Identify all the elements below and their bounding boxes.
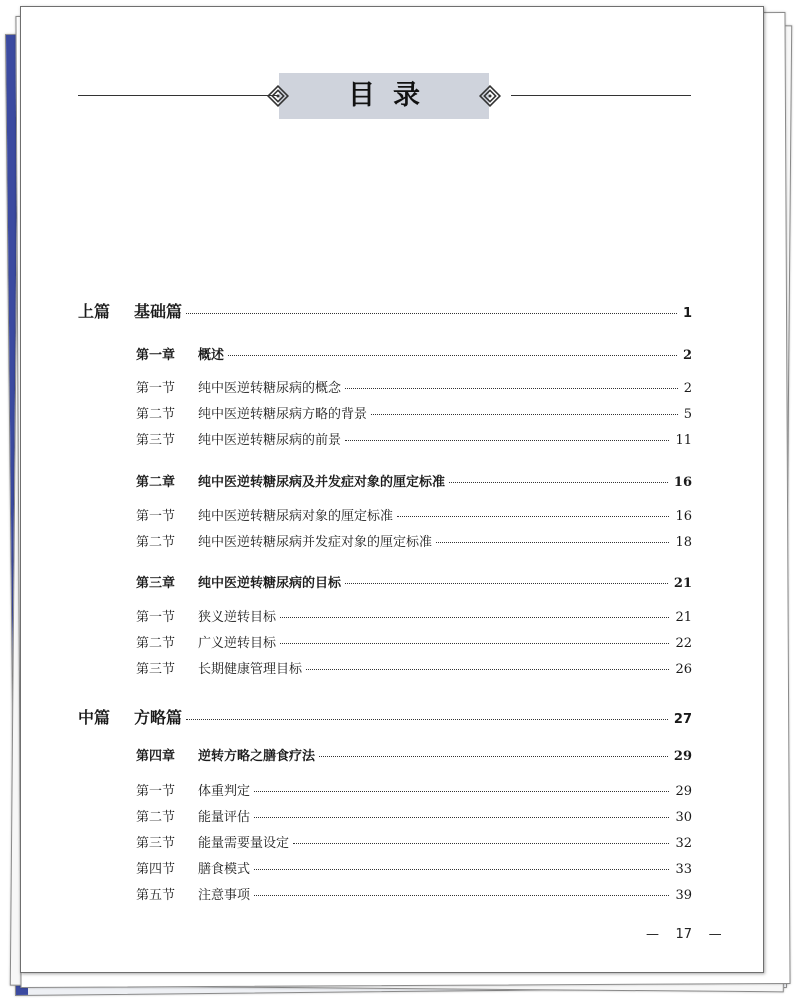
dot-leader <box>228 355 677 356</box>
page-title: 目录 <box>348 80 438 111</box>
toc-section[interactable] <box>136 884 692 903</box>
page-number: 16 <box>675 509 692 524</box>
toc-chapter[interactable] <box>136 344 692 363</box>
page-number: 5 <box>683 407 692 422</box>
section-title: 狭义逆转目标 <box>198 610 277 625</box>
dot-leader <box>280 643 669 644</box>
part-title: 方略篇 <box>134 708 183 727</box>
toc-chapter[interactable] <box>136 572 692 591</box>
toc-section[interactable] <box>136 780 692 799</box>
part-title: 基础篇 <box>134 302 183 321</box>
toc-section[interactable] <box>136 632 692 651</box>
dot-leader <box>186 313 677 314</box>
section-title: 广义逆转目标 <box>198 636 277 651</box>
section-label: 第四节 <box>136 862 176 877</box>
section-label: 第三节 <box>136 836 176 851</box>
toc-section[interactable] <box>136 403 692 422</box>
section-title: 纯中医逆转糖尿病的前景 <box>198 433 342 448</box>
page-number: 29 <box>673 749 692 764</box>
section-title: 膳食模式 <box>198 862 251 877</box>
section-label: 第三节 <box>136 433 176 448</box>
dot-leader <box>306 669 669 670</box>
page-number: 2 <box>683 381 692 396</box>
page-number: 18 <box>675 535 692 550</box>
page-number: 26 <box>675 662 692 677</box>
chapter-title: 概述 <box>198 348 225 363</box>
section-label: 第一节 <box>136 381 176 396</box>
page-number: 22 <box>675 636 692 651</box>
toc-section[interactable] <box>136 806 692 825</box>
dot-leader <box>254 817 669 818</box>
toc-chapter[interactable] <box>136 745 692 764</box>
chapter-label: 第一章 <box>136 348 176 363</box>
dot-leader <box>293 843 669 844</box>
page-number: 21 <box>673 576 692 591</box>
toc-page <box>20 6 764 973</box>
part-label: 中篇 <box>78 708 111 727</box>
section-title: 能量需要量设定 <box>198 836 290 851</box>
part-label: 上篇 <box>78 302 111 321</box>
section-title: 纯中医逆转糖尿病方略的背景 <box>198 407 368 422</box>
dot-leader <box>254 895 669 896</box>
dot-leader <box>254 791 669 792</box>
dot-leader <box>186 719 668 720</box>
section-title: 体重判定 <box>198 784 251 799</box>
title-rule-left <box>78 95 278 96</box>
page-footer <box>646 927 722 942</box>
section-label: 第三节 <box>136 662 176 677</box>
page-number: 1 <box>682 306 692 321</box>
page-number: 33 <box>675 862 692 877</box>
page-number: 21 <box>675 610 692 625</box>
page-number: 30 <box>675 810 692 825</box>
page-number: 16 <box>673 475 692 490</box>
footer-page-number: 17 <box>675 927 693 942</box>
toc-chapter[interactable] <box>136 471 692 490</box>
dot-leader <box>436 542 669 543</box>
page-number: 39 <box>675 888 692 903</box>
chapter-title: 纯中医逆转糖尿病的目标 <box>198 576 342 591</box>
toc-section[interactable] <box>136 377 692 396</box>
section-label: 第二节 <box>136 636 176 651</box>
section-label: 第二节 <box>136 535 176 550</box>
dot-leader <box>254 869 669 870</box>
section-title: 注意事项 <box>198 888 251 903</box>
toc-section[interactable] <box>136 858 692 877</box>
page-number: 2 <box>682 348 692 363</box>
section-label: 第一节 <box>136 509 176 524</box>
section-label: 第五节 <box>136 888 176 903</box>
toc-section[interactable] <box>136 606 692 625</box>
section-title: 纯中医逆转糖尿病并发症对象的厘定标准 <box>198 535 433 550</box>
page-number: 11 <box>675 433 692 448</box>
section-title: 能量评估 <box>198 810 251 825</box>
chapter-label: 第二章 <box>136 475 176 490</box>
footer-dash: — <box>646 927 659 942</box>
section-title: 纯中医逆转糖尿病的概念 <box>198 381 342 396</box>
toc-part[interactable] <box>78 299 692 322</box>
chapter-title: 纯中医逆转糖尿病及并发症对象的厘定标准 <box>198 475 446 490</box>
footer-dash: — <box>708 927 722 942</box>
chapter-label: 第四章 <box>136 749 176 764</box>
toc-section[interactable] <box>136 832 692 851</box>
dot-leader <box>345 388 678 389</box>
title-banner <box>279 73 489 119</box>
page-number: 27 <box>673 712 692 727</box>
dot-leader <box>397 516 669 517</box>
dot-leader <box>449 482 668 483</box>
dot-leader <box>345 583 668 584</box>
section-label: 第一节 <box>136 610 176 625</box>
title-rule-right <box>511 95 691 96</box>
ornament-knot-icon <box>479 85 501 107</box>
toc-part[interactable] <box>78 705 692 728</box>
section-label: 第二节 <box>136 810 176 825</box>
page-number: 29 <box>675 784 692 799</box>
toc-section[interactable] <box>136 658 692 677</box>
section-label: 第二节 <box>136 407 176 422</box>
toc-section[interactable] <box>136 505 692 524</box>
chapter-title: 逆转方略之膳食疗法 <box>198 749 316 764</box>
dot-leader <box>345 440 669 441</box>
ornament-knot-icon <box>267 85 289 107</box>
page-number: 32 <box>675 836 692 851</box>
toc-section[interactable] <box>136 429 692 448</box>
toc-section[interactable] <box>136 531 692 550</box>
section-title: 纯中医逆转糖尿病对象的厘定标准 <box>198 509 394 524</box>
dot-leader <box>371 414 678 415</box>
chapter-label: 第三章 <box>136 576 176 591</box>
dot-leader <box>280 617 669 618</box>
section-title: 长期健康管理目标 <box>198 662 303 677</box>
dot-leader <box>319 756 668 757</box>
section-label: 第一节 <box>136 784 176 799</box>
